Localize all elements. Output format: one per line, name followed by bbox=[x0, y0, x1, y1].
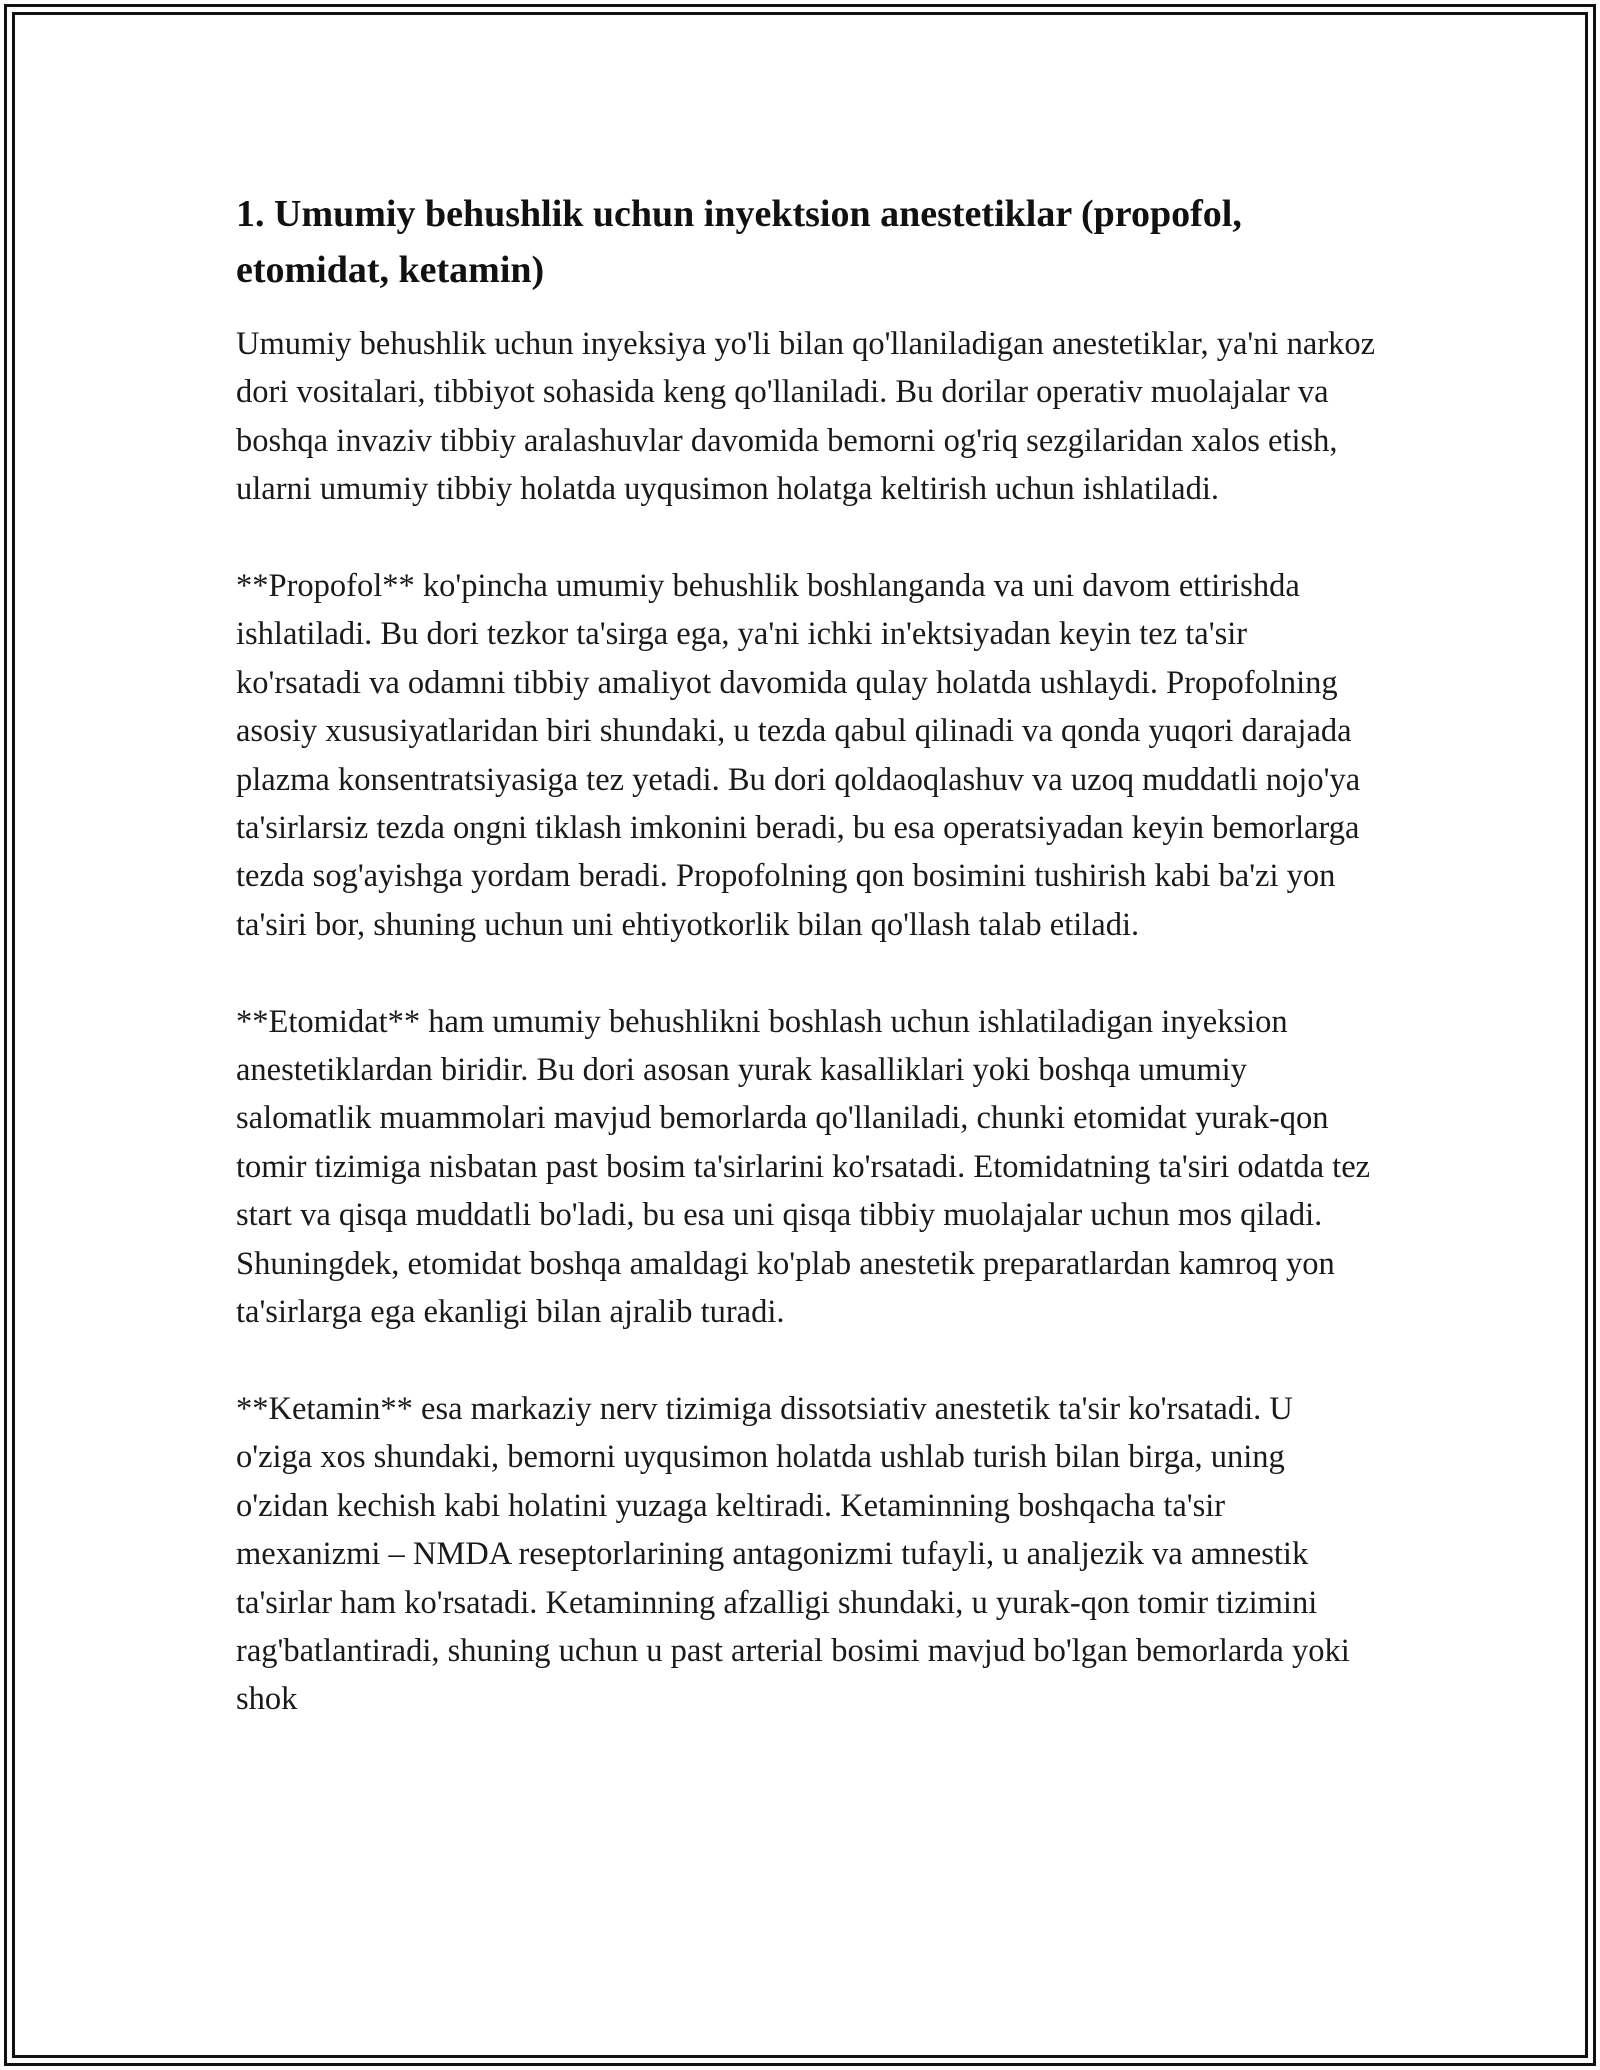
paragraph-propofol: **Propofol** ko'pincha umumiy behushlik boshlanganda va uni davom ettirishda ishlatiladi. Bu dori tezkor ta'sirga ega, ya'ni ichki in'ektsiyadan keyin tez ta'sir ko'rsatadi va odamni tibbiy amaliyot davomida qulay holatda ushlaydi. Propofolning asosiy xususiyatlaridan biri shundaki, u tezda qabul qilinadi va qonda yuqori darajada plazma konsentratsiyasiga tez yetadi. Bu dori qoldaoqlashuv va uzoq muddatli nojo'ya ta'sirlarsiz tezda ongni tiklash imkonini beradi, bu esa operatsiyadan keyin bemorlarga tezda sog'ayishga yordam beradi. Propofolning qon bosimini tushirish kabi ba'zi yon ta'siri bor, shuning uchun uni ehtiyotkorlik bilan qo'llash talab etiladi. bbox=[236, 568, 1361, 943]
paragraph-ketamin: **Ketamin** esa markaziy nerv tizimiga dissotsiativ anestetik ta'sir ko'rsatadi. U o'ziga xos shundaki, bemorni uyqusimon holatda ushlab turish bilan birga, uning o'zidan kechish kabi holatini yuzaga keltiradi. Ketaminning boshqacha ta'sir mexanizmi – NMDA reseptorlarining antagonizmi tufayli, u analjezik va amnestik ta'sirlar ham ko'rsatadi. Ketaminning afzalligi shundaki, u yurak-qon tomir tizimini rag'batlantiradi, shuning uchun u past arterial bosimi mavjud bo'lgan bemorlarda yoki shok bbox=[236, 1390, 1350, 1718]
paragraph-intro: Umumiy behushlik uchun inyeksiya yo'li bilan qo'llaniladigan anestetiklar, ya'ni narkoz dori vositalari, tibbiyot sohasida keng qo'llaniladi. Bu dorilar operativ muolajalar va boshqa invaziv tibbiy aralashuvlar davomida bemorni og'riq sezgilaridan xalos etish, ularni umumiy tibbiy holatda uyqusimon holatga keltirish uchun ishlatiladi. bbox=[236, 326, 1376, 508]
paragraph-etomidat: **Etomidat** ham umumiy behushlikni boshlash uchun ishlatiladigan inyeksion anestetiklardan biridir. Bu dori asosan yurak kasalliklari yoki boshqa umumiy salomatlik muammolari mavjud bemorlarda qo'llaniladi, chunki etomidat yurak-qon tomir tizimiga nisbatan past bosim ta'sirlarini ko'rsatadi. Etomidatning ta'siri odatda tez start va qisqa muddatli bo'ladi, bu esa uni qisqa tibbiy muolajalar uchun mos qiladi. Shuningdek, etomidat boshqa amaldagi ko'plab anestetik preparatlardan kamroq yon ta'sirlarga ega ekanligi bilan ajralib turadi. bbox=[236, 1003, 1371, 1331]
document-body bbox=[236, 186, 1376, 1772]
section-heading: 1. Umumiy behushlik uchun inyektsion anestetiklar (propofol, etomidat, ketamin) bbox=[236, 193, 1242, 291]
